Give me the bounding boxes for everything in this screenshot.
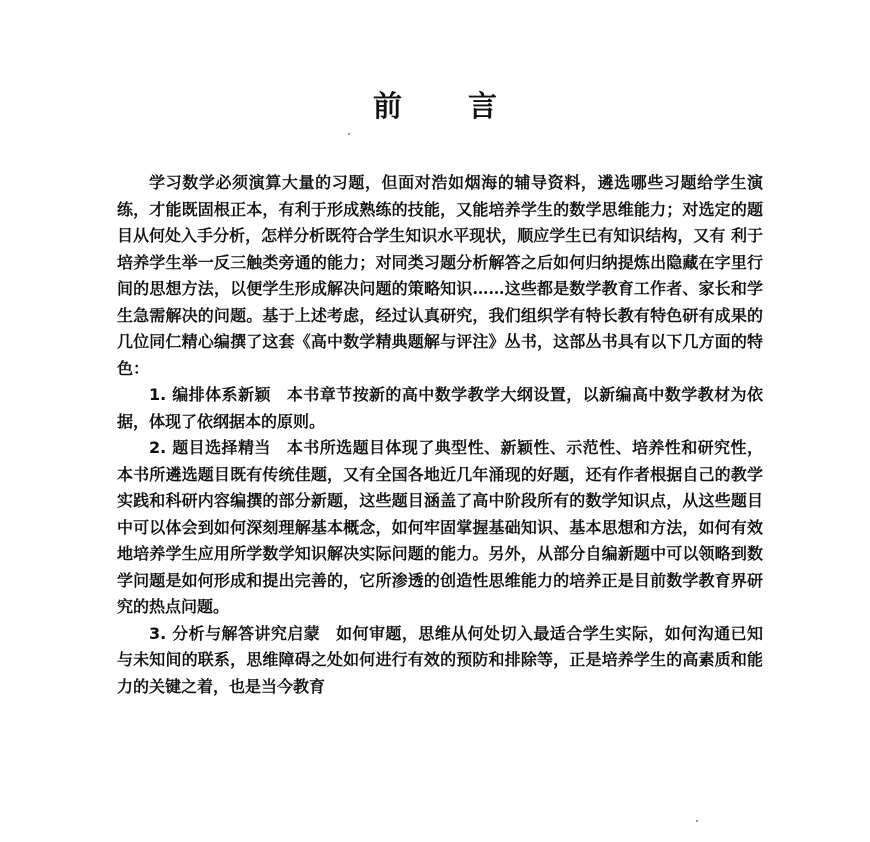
paragraph-text: 如何审题，思维从何处切入最适合学生实际，如何沟通已知与未知间的联系，思维障碍之处如何进行有效的预防和排除等，正是培养学生的高素质和能力的关键之着，也是当今教育: [117, 623, 763, 696]
paragraph-feature-2: [117, 435, 763, 621]
paragraph-text: 本书所选题目体现了典型性、新颖性、示范性、培养性和研究性，本书所遴选题目既有传统佳题，又有全国各地近几年涌现的好题，还有作者根据自己的教学实践和科研内容编撰的部分新题，这些题目涵盖了高中阶段所有的数学知识点，从这些题目中可以体会到如何深刻理解基本概念，如何牢固掌握基础知识、基本思想和方法，如何有效地培养学生应用所学数学知识解决实际问题的能力。另外，从部分自编新题中可以领略到数学问题是如何形成和提出完善的，它所渗透的创造性思维能力的培养正是目前数学教育界研究的热点问题。: [117, 438, 763, 616]
paragraph-feature-1: [117, 382, 763, 435]
scan-speck: [348, 133, 350, 135]
preface-body: [117, 170, 763, 700]
feature-heading: 2. 题目选择精当: [149, 438, 271, 457]
paragraph-intro: [117, 170, 763, 382]
paragraph-feature-3: [117, 621, 763, 701]
paragraph-text: 本书章节按新的高中数学教学大纲设置，以新编高中数学教材为依据，体现了依纲据本的原则。: [117, 385, 763, 431]
page-title: 前 言: [372, 89, 526, 123]
feature-heading: 1. 编排体系新颖: [149, 385, 271, 404]
scan-speck: [696, 820, 698, 822]
paragraph-text: 学习数学必须演算大量的习题，但面对浩如烟海的辅导资料，遴选哪些习题给学生演练，才能既固根正本，有利于形成熟练的技能，又能培养学生的数学思维能力；对选定的题目从何处入手分析，怎样分析既符合学生知识水平现状，顺应学生已有知识结构，又有 利于培养学生举一反三触类旁通的能力；对同类习题分析解答之后如何归纳提炼出隐藏在字里行间的思想方法，以便学生形成解决问题的策略知识……这些都是数学教育工作者、家长和学生急需解决的问题。基于上述考虑，经过认真研究，我们组织学有特长教有特色研有成果的几位同仁精心编撰了这套《高中数学精典题解与评注》丛书，这部丛书具有以下几方面的特色：: [117, 173, 763, 378]
feature-heading: 3. 分析与解答讲究启蒙: [149, 623, 321, 643]
